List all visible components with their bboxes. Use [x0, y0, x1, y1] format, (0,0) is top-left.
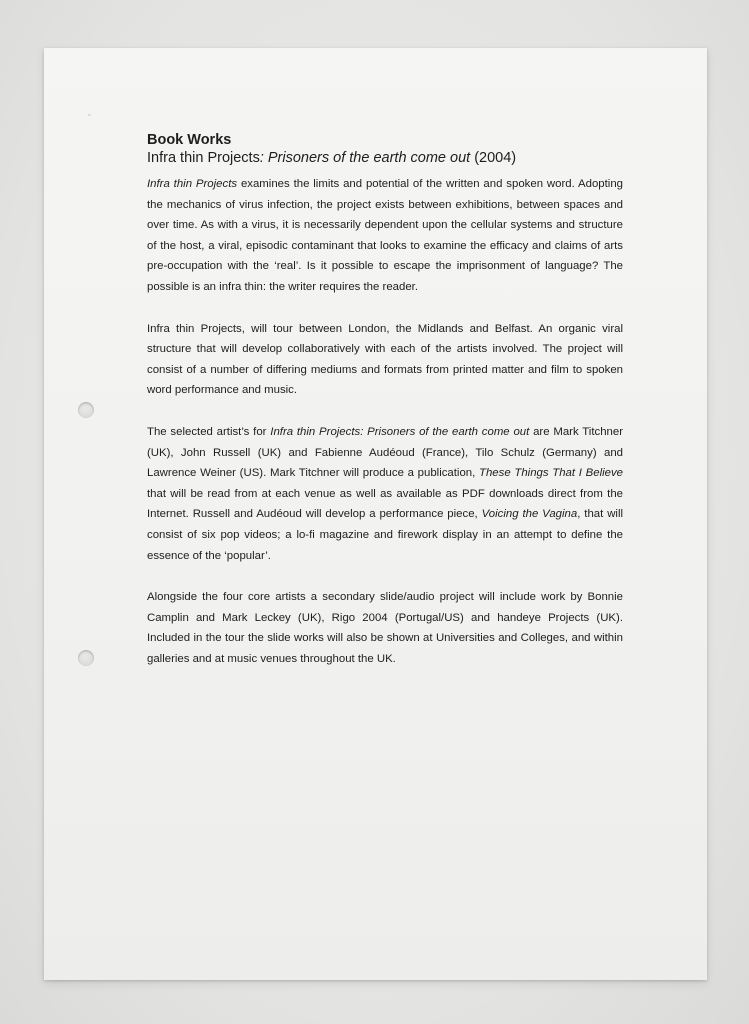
paragraph-artists: [147, 422, 623, 566]
paragraph-artists-part-3: that will be read from at each venue as well as available as PDF downloads direct from the Internet. Russell and Audéoud will develop a performance piece,: [147, 487, 623, 521]
paragraph-artists-part-1: The selected artist’s for: [147, 425, 271, 438]
paper-sheet: [44, 48, 707, 980]
paragraph-artists-italic-3: Voicing the Vagina: [481, 508, 578, 521]
paragraph-intro: [147, 174, 623, 298]
pencil-mark: ˘: [88, 113, 91, 123]
paragraph-intro-text: examines the limits and potential of the written and spoken word. Adopting the mechanics of virus infection, the project exists between exhibitions, between spaces and over time. As with a virus, it is necessarily dependent upon the cellular systems and structure of the host, a viral, episodic contaminant that looks to examine the efficacy and claims of arts pre-occupation with the ‘real’. Is it possible to escape the imprisonment of language? The possible is an infra thin: the writer requires the reader.: [147, 178, 623, 293]
subtitle-project-name: Infra thin Projects: [147, 150, 260, 166]
punch-hole-upper: [78, 402, 94, 418]
document-subtitle: [147, 149, 623, 168]
punch-hole-lower: [78, 650, 94, 666]
subtitle-year: (2004): [470, 150, 517, 166]
document-body: [147, 132, 623, 690]
document-title: Book Works: [147, 132, 232, 148]
paragraph-artists-part-2: are Mark Titchner (UK), John Russell (UK) and Fabienne Audéoud (France), Tilo Schulz (Germany) and Lawrence Weiner (US). Mark Titchner will produce a publication,: [147, 425, 623, 480]
paragraph-artists-part-4: , that will consist of six pop videos; a lo-fi magazine and firework display in an attempt to define the essence of the ‘popular’.: [147, 508, 624, 562]
paragraph-artists-italic-1: Infra thin Projects: Prisoners of the earth come out: [270, 425, 530, 438]
paragraph-intro-lead: Infra thin Projects: [147, 178, 238, 190]
paragraph-artists-italic-2: These Things That I Believe: [479, 467, 623, 480]
paragraph-secondary-project: Alongside the four core artists a secondary slide/audio project will include work by Bonnie Camplin and Mark Leckey (UK), Rigo 2004 (Portugal/US) and handeye Projects (UK). Included in the tour the slide works will also be shown at Universities and Colleges, and within galleries and at music venues throughout the UK.: [147, 591, 623, 665]
paragraph-tour: Infra thin Projects, will tour between London, the Midlands and Belfast. An organic viral structure that will develop collaboratively with each of the artists involved. The project will consist of a number of differing mediums and formats from printed matter and film to spoken word performance and music.: [147, 322, 623, 397]
subtitle-italic-title: : Prisoners of the earth come out: [259, 150, 471, 166]
